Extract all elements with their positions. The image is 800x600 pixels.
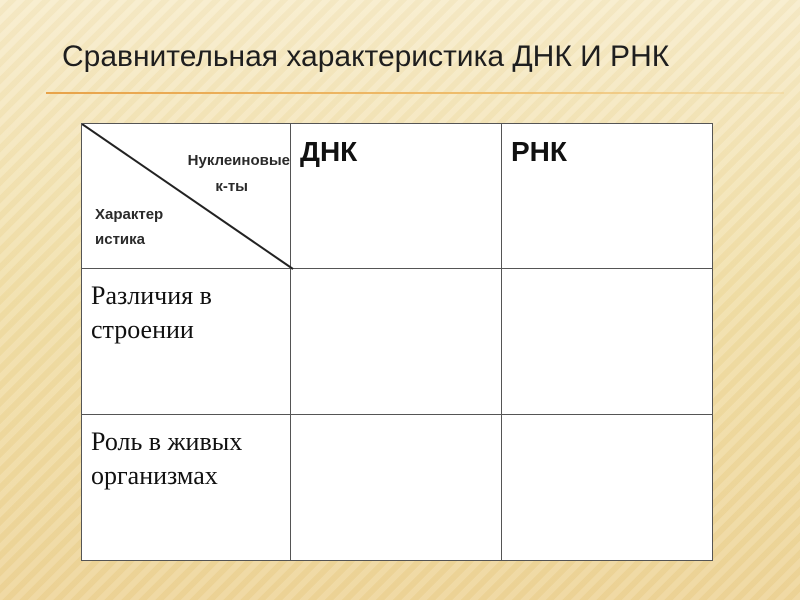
row-header-structure bbox=[82, 269, 291, 415]
table-row bbox=[82, 415, 713, 561]
title-divider bbox=[46, 92, 784, 94]
row-header-role bbox=[82, 415, 291, 561]
corner-header-cell bbox=[82, 124, 291, 269]
table-cell-role-dna bbox=[291, 415, 502, 561]
column-header-dna: ДНК bbox=[291, 124, 502, 269]
row-header-line1: Различия в bbox=[91, 281, 212, 310]
corner-top-line2: к-ты bbox=[215, 178, 248, 195]
corner-bottom-line2: истика bbox=[95, 231, 145, 248]
corner-bottom-line1: Характер bbox=[95, 206, 164, 223]
table-cell-role-rna bbox=[502, 415, 713, 561]
table-row bbox=[82, 269, 713, 415]
row-header-line1: Роль в живых bbox=[91, 427, 243, 456]
slide-title: Сравнительная характеристика ДНК И РНК bbox=[62, 40, 670, 73]
table-cell-structure-dna bbox=[291, 269, 502, 415]
table-cell-structure-rna bbox=[502, 269, 713, 415]
column-header-rna: РНК bbox=[502, 124, 713, 269]
corner-column-caption bbox=[140, 148, 290, 200]
corner-top-line1: Нуклеиновые bbox=[187, 152, 290, 169]
row-header-line2: строении bbox=[91, 315, 194, 344]
row-header-line2: организмах bbox=[91, 461, 218, 490]
table-header-row bbox=[82, 124, 713, 269]
comparison-table bbox=[81, 123, 713, 561]
corner-row-caption bbox=[95, 202, 163, 252]
